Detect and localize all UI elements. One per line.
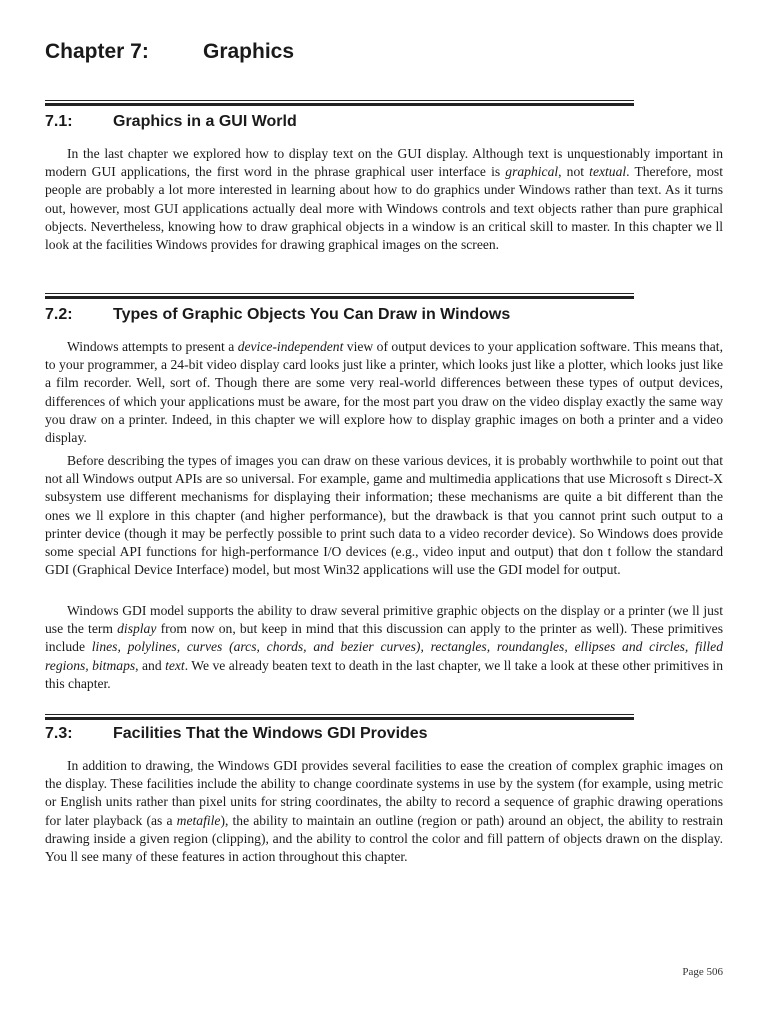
section-heading <box>45 113 297 131</box>
text-run: . We ve already beaten text to death in the last chapter, we ll take a look at these other primitives in this chapter. <box>45 657 723 691</box>
body-paragraph <box>45 757 723 866</box>
chapter-name: Graphics <box>203 40 295 63</box>
text-run: ), the ability to maintain an outline (region or path) around an object, the ability to restrain drawing inside a given region (clipping), and the ability to control the color and fill pattern of objects drawn on the display. You ll see many of these features in action throughout this chapter. <box>45 812 723 865</box>
emphasis-text: metafile <box>176 812 221 828</box>
emphasis-text: device-independent <box>237 339 344 354</box>
chapter-number: Chapter 7: <box>45 40 149 63</box>
section-number: 7.1: <box>45 113 73 130</box>
text-run: from now on, but keep in mind that this discussion can apply to the printer as well). These primitives include <box>45 621 723 655</box>
emphasis-text: text <box>165 657 185 673</box>
text-run: Before describing the types of images you can draw on these various devices, it is probably worthwhile to point out that not all Windows output APIs are so universal. For example, game and multimedia applications that use Microsoft s Direct-X subsystem use different mechanisms for displaying their information; these mechanisms are quite a bit different than the ones we ll explore in this chapter (and higher performance), but the drawback is that you cannot print such output to a printer device (though it may be perfectly possible to print such data to a video recorder device). So Windows does provide some special API functions for high-performance I/O devices (e.g., video input and output) that don t follow the standard GDI (Graphical Device Interface) model, but most Win32 applications will use the GDI model for output. <box>45 453 723 578</box>
emphasis-text: lines, polylines, curves (arcs, chords, and bezier curves), rectangles, roundangles, ellipses and circles, filled regions, bitmaps <box>45 639 723 673</box>
text-run: Windows GDI model supports the ability to draw several primitive graphic objects on the display or a printer (we ll just use the term <box>45 603 723 637</box>
section-heading <box>45 306 510 324</box>
text-run: , not <box>558 164 590 180</box>
body-paragraph <box>45 338 723 447</box>
text-run: Windows attempts to present a <box>67 339 238 354</box>
section-number: 7.2: <box>45 306 73 323</box>
emphasis-text: textual <box>589 164 627 180</box>
body-paragraph <box>45 452 723 579</box>
text-run: . Therefore, most people are probably a lot more interested in learning about how to do graphics under Windows rather than text. As it turns out, however, most GUI applications actually deal more with Windows controls and text objects rather than pure graphical objects. Nevertheless, knowing how to draw graphical objects in a window is an critical skill to master. In this chapter we ll look at the facilities Windows provides for drawing graphical images on the screen. <box>45 164 723 253</box>
page-number: Page 506 <box>682 966 723 978</box>
section-divider <box>45 100 634 106</box>
section-divider <box>45 714 634 720</box>
body-paragraph <box>45 602 723 693</box>
text-run: view of output devices to your application software. This means that, to your programmer, a 24-bit video display card looks just like a printer, which looks just like a plotter, which looks just like a film recorder. Well, sort of. Though there are some very real-world differences between these types of output devices, differences of which your applications must be aware, for the most part you draw on the video display exactly the same way you draw on a printer. Indeed, in this chapter we will explore how to display graphic images on both a printer and a video display. <box>45 339 723 446</box>
chapter-title <box>45 40 294 64</box>
section-divider <box>45 293 634 299</box>
emphasis-text: graphical <box>505 164 559 180</box>
text-run: In addition to drawing, the Windows GDI provides several facilities to ease the creation of complex graphic images on the display. These facilities include the ability to change coordinate systems in use by the system (for example, using metric or English units rather than pixel units for string coordinates, the abilty to record a sequence of graphic drawing operations for later playback (as a <box>45 758 723 828</box>
section-title: Types of Graphic Objects You Can Draw in Windows <box>113 306 511 323</box>
text-run: In the last chapter we explored how to display text on the GUI display. Although text is unquestionably important in modern GUI applications, the first word in the phrase graphical user interface is <box>45 146 723 180</box>
section-number: 7.3: <box>45 725 73 742</box>
section-title: Facilities That the Windows GDI Provides <box>113 725 428 742</box>
emphasis-text: display <box>117 621 157 637</box>
text-run: , and <box>135 657 166 673</box>
section-title: Graphics in a GUI World <box>113 113 297 130</box>
body-paragraph <box>45 145 723 254</box>
section-heading <box>45 725 428 743</box>
